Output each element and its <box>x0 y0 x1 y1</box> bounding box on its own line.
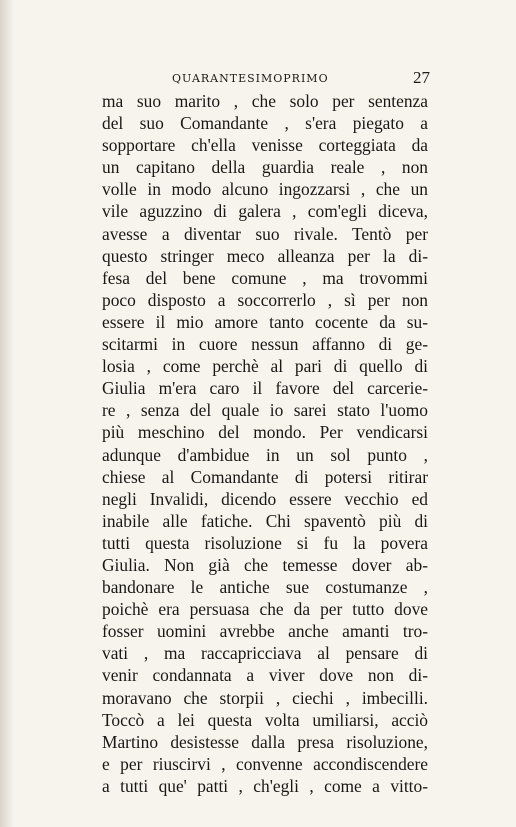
text-line: tutti questa risoluzione si fu la povera <box>102 532 428 553</box>
text-line: Giulia. Non già che temesse dover ab- <box>102 554 428 575</box>
text-line: bandonare le antiche sue costumanze , <box>102 577 428 598</box>
page-number: 27 <box>413 68 430 87</box>
text-line: losia , come perchè al pari di quello di <box>102 356 428 377</box>
text-line: fesa del bene comune , ma trovommi <box>102 267 428 288</box>
text-line: vile aguzzino di galera , com'egli diceva, <box>102 201 428 222</box>
text-line: adunque d'ambidue in un sol punto , <box>102 444 428 465</box>
text-line: e per riuscirvi , convenne accondiscendere <box>102 753 428 774</box>
text-line: vati , ma raccapricciava al pensare di <box>102 643 428 664</box>
text-line: venir condannata a viver dove non di- <box>102 665 428 686</box>
text-line: più meschino del mondo. Per vendicarsi <box>102 422 428 443</box>
body-text <box>102 90 428 797</box>
page-gutter-shadow <box>0 0 14 827</box>
text-line: essere il mio amore tanto cocente da su- <box>102 311 428 332</box>
text-line: ma suo marito , che solo per sentenza <box>102 91 428 111</box>
text-line: chiese al Comandante di potersi ritirar <box>102 466 428 487</box>
text-line: Giulia m'era caro il favore del carcerie- <box>102 378 428 399</box>
text-line: poichè era persuasa che da per tutto dove <box>102 599 428 620</box>
page-header <box>100 68 430 90</box>
text-line: moravano che storpii , ciechi , imbecilli. <box>102 687 428 708</box>
text-line: volle in modo alcuno ingozzarsi , che un <box>102 179 428 200</box>
text-line: Toccò a lei questa volta umiliarsi, acciò <box>102 709 428 730</box>
text-line: Martino desistesse dalla presa risoluzione, <box>102 731 428 752</box>
text-line: del suo Comandante , s'era piegato a <box>102 113 428 134</box>
text-line: questo stringer meco alleanza per la di- <box>102 245 428 266</box>
text-line: un capitano della guardia reale , non <box>102 157 428 178</box>
text-line: negli Invalidi, dicendo essere vecchio ed <box>102 488 428 509</box>
text-line: inabile alle fatiche. Chi spaventò più di <box>102 510 428 531</box>
text-line: a tutti que' patti , ch'egli , come a vitto- <box>102 775 428 796</box>
text-line: fosser uomini avrebbe anche amanti tro- <box>102 621 428 642</box>
text-line: scitarmi in cuore nessun affanno di ge- <box>102 334 428 355</box>
text-line: re , senza del quale io sarei stato l'uomo <box>102 400 428 421</box>
text-line: poco disposto a soccorrerlo , sì per non <box>102 289 428 310</box>
text-line: sopportare ch'ella venisse corteggiata da <box>102 135 428 156</box>
text-line: avesse a diventar suo rivale. Tentò per <box>102 223 428 244</box>
running-head: QUARANTESIMOPRIMO <box>172 72 329 85</box>
